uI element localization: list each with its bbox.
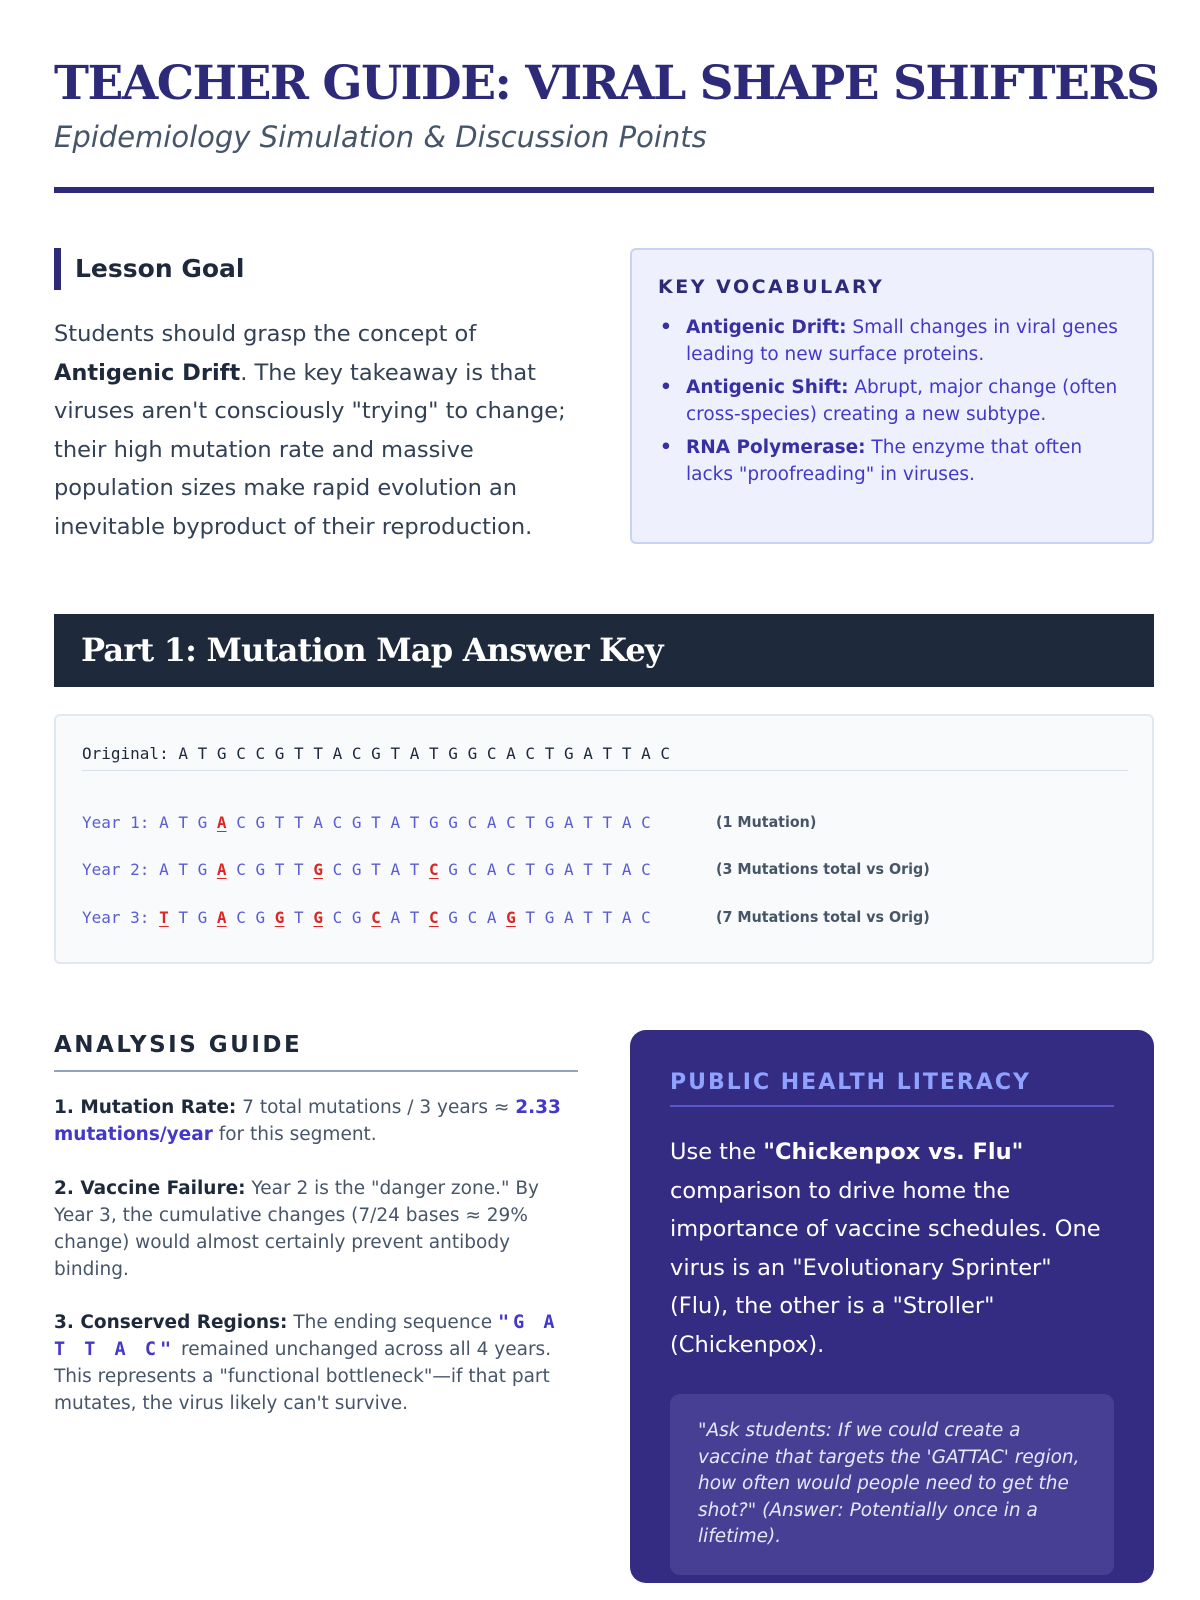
base: C [236, 908, 246, 927]
base: A [159, 813, 169, 832]
base: C [641, 908, 651, 927]
analysis-text: remained unchanged across all 4 years. This represents a "functional bottleneck"—if that part mutates, the virus likely can't survive. [54, 1339, 552, 1414]
year-2-row [82, 860, 651, 879]
mutated-base: A [216, 813, 227, 832]
base: G [448, 860, 458, 879]
vocabulary-term: Antigenic Drift: [686, 317, 847, 338]
analysis-text: The ending sequence [287, 1312, 498, 1333]
base: T [602, 908, 613, 927]
analysis-item-vaccine-failure [54, 1175, 582, 1283]
base: A [486, 908, 497, 927]
base: G [544, 860, 555, 879]
analysis-item-conserved-regions [54, 1309, 582, 1417]
base: T [429, 744, 439, 763]
base: T [583, 813, 593, 832]
year-1-row [82, 813, 651, 832]
base: G [255, 813, 266, 832]
original-label: Original: [82, 744, 169, 763]
mutated-base: A [216, 860, 227, 879]
base: C [236, 813, 246, 832]
base: A [621, 908, 632, 927]
base: C [641, 813, 651, 832]
base: G [255, 860, 266, 879]
base: A [563, 908, 574, 927]
base: T [178, 908, 188, 927]
base: A [332, 744, 343, 763]
page-title: TEACHER GUIDE: VIRAL SHAPE SHIFTERS [54, 56, 1159, 111]
base: T [371, 813, 381, 832]
year-label: Year 3: [82, 908, 150, 927]
base: T [294, 860, 304, 879]
base: A [563, 860, 574, 879]
base: C [467, 908, 478, 927]
public-health-heading: PUBLIC HEALTH LITERACY [670, 1070, 1114, 1107]
base: C [332, 908, 343, 927]
base: A [506, 744, 516, 763]
base: C [506, 860, 516, 879]
teacher-guide-page [54, 0, 1159, 1600]
base: T [294, 813, 304, 832]
analysis-text: Year 2 is the "danger zone." By Year 3, the cumulative changes (7/24 bases ≈ 29% change) would almost certainly prevent antibody binding. [54, 1178, 539, 1280]
base: A [486, 813, 497, 832]
base: T [602, 860, 613, 879]
analysis-key: 1. Mutation Rate: [54, 1097, 237, 1118]
base: A [159, 860, 169, 879]
base: T [313, 744, 323, 763]
vocabulary-term: RNA Polymerase: [686, 437, 866, 458]
base: G [197, 908, 208, 927]
year-2-sequence [159, 860, 651, 879]
base: G [467, 744, 478, 763]
analysis-key: 3. Conserved Regions: [54, 1312, 288, 1333]
base: T [409, 908, 420, 927]
analysis-guide-heading: ANALYSIS GUIDE [54, 1032, 303, 1058]
sequence-divider [82, 770, 1128, 771]
mutated-base: A [216, 908, 227, 927]
year-3-row [82, 908, 651, 927]
year-1-sequence [159, 813, 651, 832]
key-vocabulary-box [630, 248, 1154, 544]
public-health-text-post: comparison to drive home the importance of vaccine schedules. One virus is an "Evolutionary Sprinter" (Flu), the other is a "Stroller" (Chickenpox). [670, 1177, 1101, 1358]
base: C [332, 813, 343, 832]
vocabulary-item [658, 434, 1126, 488]
base: C [506, 813, 516, 832]
base: G [197, 860, 208, 879]
analysis-item-mutation-rate [54, 1094, 582, 1148]
mutated-base: G [313, 908, 323, 927]
vocabulary-item [658, 314, 1126, 368]
mutated-base: G [274, 908, 285, 927]
base: G [274, 744, 285, 763]
base: G [448, 744, 458, 763]
base: A [641, 744, 651, 763]
base: G [371, 744, 381, 763]
vocabulary-heading: KEY VOCABULARY [658, 276, 885, 298]
public-health-box [630, 1030, 1154, 1583]
base: G [429, 813, 439, 832]
base: G [563, 744, 574, 763]
lesson-goal-term: Antigenic Drift [54, 359, 241, 386]
base: T [178, 813, 188, 832]
original-sequence-row [82, 744, 670, 763]
conserved-sequence: "G A T T A C" [54, 1312, 559, 1360]
base: G [448, 908, 458, 927]
base: T [544, 744, 555, 763]
base: A [583, 744, 593, 763]
vocabulary-term: Antigenic Shift: [686, 377, 849, 398]
mutated-base: G [506, 908, 516, 927]
base: T [525, 860, 536, 879]
base: T [178, 860, 188, 879]
base: T [274, 813, 285, 832]
base: G [197, 813, 208, 832]
analysis-text: 7 total mutations / 3 years ≈ [236, 1097, 516, 1118]
analysis-key: 2. Vaccine Failure: [54, 1178, 246, 1199]
base: C [486, 744, 497, 763]
base: T [525, 813, 536, 832]
base: G [216, 744, 227, 763]
public-health-text [670, 1133, 1114, 1364]
base: T [197, 744, 208, 763]
base: A [313, 813, 323, 832]
base: C [641, 860, 651, 879]
base: C [467, 860, 478, 879]
lesson-goal-text [54, 315, 574, 546]
mutated-base: T [159, 908, 169, 927]
base: G [255, 908, 266, 927]
base: T [274, 860, 285, 879]
base: T [390, 744, 401, 763]
header-divider [54, 187, 1154, 193]
base: A [409, 744, 420, 763]
base: T [409, 813, 420, 832]
vocabulary-item [658, 374, 1126, 428]
discussion-quote: "Ask students: If we could create a vaccine that targets the 'GATTAC' region, how often would people need to get the shot?" (Answer: Potentially once in a lifetime). [670, 1394, 1114, 1575]
mutated-base: C [429, 860, 439, 879]
base: T [409, 860, 420, 879]
base: G [351, 860, 362, 879]
year-3-note: (7 Mutations total vs Orig) [716, 908, 930, 926]
base: T [583, 860, 593, 879]
mutation-map-card [54, 714, 1154, 964]
base: C [660, 744, 671, 763]
base: G [544, 908, 555, 927]
base: C [255, 744, 266, 763]
base: A [486, 860, 497, 879]
base: A [178, 744, 188, 763]
mutation-rate-value: 2.33 mutations/year [54, 1097, 561, 1145]
lesson-goal-heading: Lesson Goal [54, 248, 244, 290]
vocabulary-list [658, 314, 1126, 488]
base: A [621, 860, 632, 879]
mutated-base: C [429, 908, 439, 927]
base: C [236, 860, 246, 879]
base: T [294, 744, 304, 763]
mutated-base: G [313, 860, 323, 879]
year-2-note: (3 Mutations total vs Orig) [716, 860, 930, 878]
base: A [390, 813, 401, 832]
year-label: Year 1: [82, 813, 150, 832]
original-sequence [178, 744, 670, 763]
page-subtitle: Epidemiology Simulation & Discussion Points [54, 120, 707, 154]
year-1-note: (1 Mutation) [716, 813, 817, 831]
analysis-text: for this segment. [212, 1124, 377, 1145]
mutated-base: C [371, 908, 381, 927]
vocabulary-definition: Small changes in viral genes leading to new surface proteins. [686, 317, 1118, 365]
base: T [602, 813, 613, 832]
public-health-text-pre: Use the [670, 1139, 764, 1165]
base: T [583, 908, 593, 927]
base: G [448, 813, 458, 832]
part1-banner: Part 1: Mutation Map Answer Key [54, 614, 1154, 687]
base: G [351, 813, 362, 832]
lesson-goal-text-post: . The key takeaway is that viruses aren't consciously "trying" to change; their high mutation rate and massive population sizes make rapid evolution an inevitable byproduct of their reproduction. [54, 359, 566, 540]
base: C [236, 744, 246, 763]
base: C [525, 744, 536, 763]
base: A [390, 908, 401, 927]
base: A [621, 813, 632, 832]
public-health-comparison: "Chickenpox vs. Flu" [763, 1139, 1024, 1165]
base: C [467, 813, 478, 832]
lesson-goal-text-pre: Students should grasp the concept of [54, 321, 477, 347]
base: T [525, 908, 536, 927]
analysis-divider [54, 1070, 578, 1072]
base: G [544, 813, 555, 832]
year-3-sequence [159, 908, 651, 927]
base: T [602, 744, 613, 763]
base: G [351, 908, 362, 927]
base: T [294, 908, 304, 927]
vocabulary-definition: Abrupt, major change (often cross-species) creating a new subtype. [686, 377, 1118, 425]
base: A [563, 813, 574, 832]
base: T [621, 744, 632, 763]
base: C [332, 860, 343, 879]
base: C [351, 744, 362, 763]
year-label: Year 2: [82, 860, 150, 879]
base: A [390, 860, 401, 879]
vocabulary-definition: The enzyme that often lacks "proofreading" in viruses. [686, 437, 1083, 485]
base: T [371, 860, 381, 879]
